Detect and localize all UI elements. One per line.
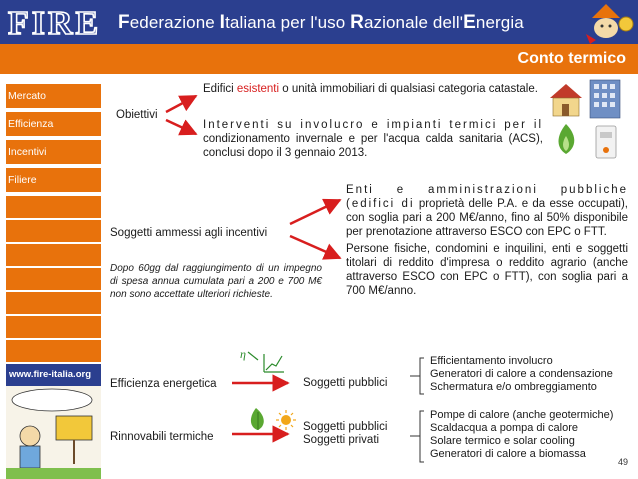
- efficiency-item: Generatori di calore a condensazione: [430, 368, 613, 380]
- efficiency-item: Efficientamento involucro: [430, 355, 553, 367]
- efficiency-chart-icon: [264, 354, 284, 372]
- subjects-note: Dopo 60gg dal raggiungimento di un impegno di spesa annua cumulata pari a 200 e 700 M€ non sono accettate ulteriori richieste.: [110, 263, 322, 300]
- renewables-targets: [303, 421, 387, 447]
- objective-interventions: [203, 118, 543, 160]
- org-name-initial: F: [118, 12, 130, 33]
- sidebar-item-incentivi[interactable]: Incentivi: [6, 140, 101, 164]
- org-name-part: nergia: [475, 13, 524, 32]
- office-building-icon: [590, 80, 620, 118]
- objective-text: condizionamento invernale e per l'acqua calda sanitaria (ACS), conclusi dopo il 3 gennaio 2013.: [203, 133, 543, 159]
- sun-icon: [276, 410, 296, 430]
- green-flame-icon: [559, 124, 575, 154]
- objective-text: Interventi su involucro e impianti termici per il: [203, 119, 543, 131]
- renewables-item: Solare termico e solar cooling: [430, 435, 575, 447]
- sidebar-item-efficienza[interactable]: Efficienza: [6, 112, 101, 136]
- renewables-item: Generatori di calore a biomassa: [430, 448, 586, 460]
- efficiency-bracket: [410, 358, 424, 394]
- renewables-item: Scaldacqua a pompa di calore: [430, 422, 578, 434]
- efficiency-eta-icon: [240, 347, 258, 361]
- renewables-items: [430, 409, 613, 461]
- slide-title: Conto termico: [517, 50, 626, 67]
- efficiency-label: Efficienza energetica: [110, 378, 217, 390]
- renewables-item: Pompe di calore (anche geotermiche): [430, 409, 614, 421]
- subjects-public-entities: [346, 183, 628, 239]
- renewables-label: Rinnovabili termiche: [110, 431, 214, 443]
- org-name-initial: E: [463, 12, 476, 33]
- objective-existing-buildings: [203, 82, 543, 96]
- svg-text:η: η: [240, 347, 246, 361]
- objective-text: Edifici: [203, 83, 237, 95]
- house-icon: [550, 84, 582, 116]
- org-name-initial: I: [219, 12, 226, 33]
- objective-highlight: esistenti: [236, 83, 280, 95]
- org-name-part: ederazione: [129, 13, 220, 32]
- biomass-leaf-icon: [251, 408, 264, 430]
- efficiency-item: Schermatura e/o ombreggiamento: [430, 381, 597, 393]
- boiler-icon: [596, 126, 616, 158]
- org-name-initial: R: [350, 12, 364, 33]
- renewables-target: Soggetti pubblici: [303, 421, 388, 433]
- renewables-target: Soggetti privati: [303, 434, 380, 446]
- sidebar-item-mercato[interactable]: Mercato: [6, 84, 101, 108]
- sidebar-item-filiere[interactable]: Filiere: [6, 168, 101, 192]
- objectives-arrows: [166, 96, 196, 134]
- site-url-link[interactable]: www.fire-italia.org: [6, 364, 101, 386]
- org-name-part: azionale dell': [363, 13, 464, 32]
- page-number: 49: [617, 457, 628, 467]
- objectives-label: Obiettivi: [116, 109, 158, 121]
- subject-text: proprietà delle P.A. e da esse occupati), con soglia pari a 200 M€/anno, fino al 50% disponibile per prenotazione attraverso ESCO con EPC o FTT.: [346, 198, 628, 238]
- objective-text: o unità immobiliari di qualsiasi categoria catastale.: [279, 83, 538, 95]
- efficiency-target: Soggetti pubblici: [303, 377, 388, 389]
- renewables-bracket: [410, 411, 424, 462]
- subject-text: Enti e amministrazioni pubbliche (edifici di: [346, 184, 628, 210]
- subjects-private: Persone fisiche, condomini e inquilini, enti e soggetti titolari di reddito d'impresa o reddito agrario (anche attraverso ESCO con EPC o FTT), con soglia pari a 700 M€/anno.: [346, 243, 628, 297]
- subjects-label: Soggetti ammessi agli incentivi: [110, 227, 268, 239]
- svg-text:FIRE: FIRE: [8, 5, 102, 40]
- subjects-arrows: [290, 200, 340, 258]
- efficiency-items: [430, 355, 613, 394]
- org-name-part: taliana per l'uso: [225, 13, 351, 32]
